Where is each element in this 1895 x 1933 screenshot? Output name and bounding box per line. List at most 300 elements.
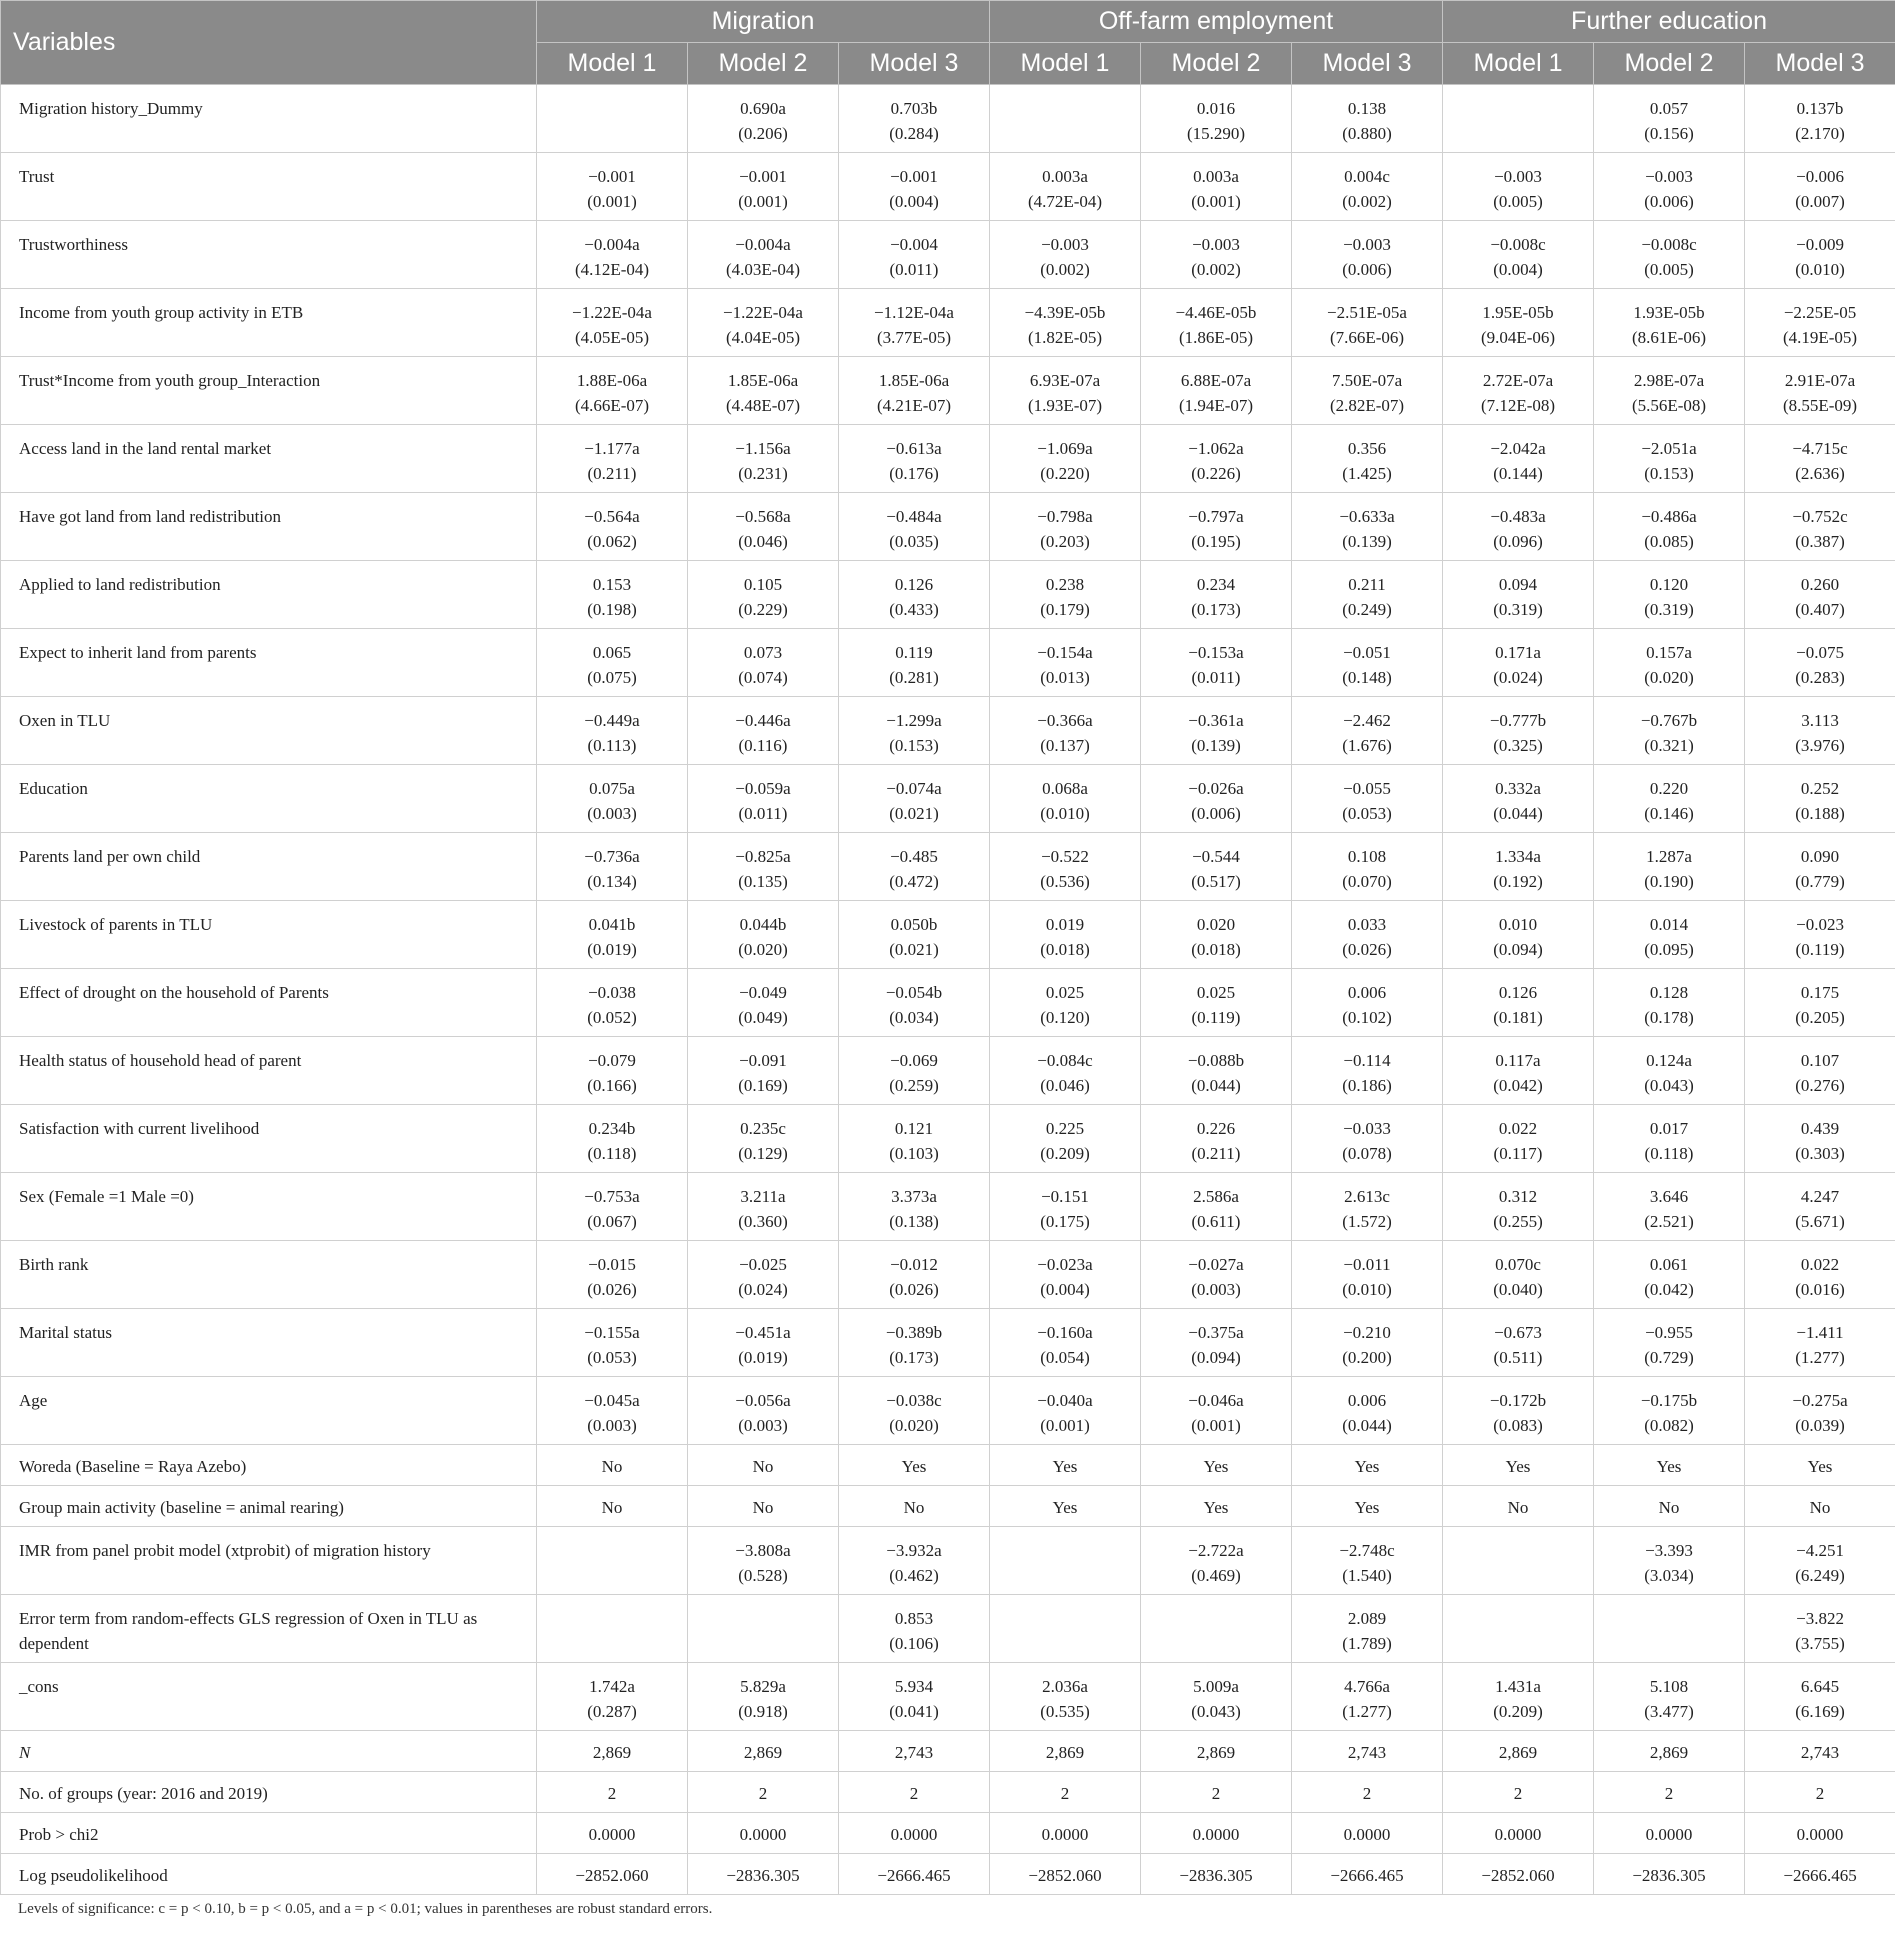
value-cell — [537, 1527, 688, 1595]
table-row — [1, 1173, 1895, 1241]
standard-error: (0.188) — [1795, 804, 1845, 823]
coefficient: 5.829a — [740, 1677, 786, 1696]
value-cell — [1443, 969, 1594, 1037]
coefficient: 1.93E-05b — [1633, 303, 1705, 322]
value-cell — [1745, 1377, 1895, 1445]
value-cell — [1594, 1527, 1745, 1595]
value-cell — [1594, 153, 1745, 221]
value-cell: No — [537, 1445, 688, 1486]
value-cell: −2852.060 — [537, 1854, 688, 1895]
standard-error: (0.003) — [1191, 1280, 1241, 1299]
coefficient: 0.006 — [1347, 1391, 1387, 1410]
coefficient: −2.042a — [1490, 439, 1546, 458]
coefficient: −0.275a — [1792, 1391, 1848, 1410]
standard-error: (0.325) — [1493, 736, 1543, 755]
model-header: Model 2 — [688, 43, 839, 85]
standard-error: (4.66E-07) — [574, 396, 650, 415]
standard-error: (0.103) — [889, 1144, 939, 1163]
value-cell — [1745, 629, 1895, 697]
variable-label: Livestock of parents in TLU — [1, 901, 537, 969]
value-cell — [1745, 1037, 1895, 1105]
value-cell — [537, 969, 688, 1037]
table-row — [1, 765, 1895, 833]
coefficient: 4.766a — [1344, 1677, 1390, 1696]
coefficient: −0.955 — [1645, 1323, 1693, 1342]
footnote: Levels of significance: c = p < 0.10, b = p < 0.05, and a = p < 0.01; values in parentheses are robust standard errors. — [18, 1901, 713, 1917]
coefficient: −4.251 — [1796, 1541, 1844, 1560]
standard-error: (15.290) — [1186, 124, 1246, 143]
value-cell — [1594, 1241, 1745, 1309]
variable-label: Migration history_Dummy — [1, 85, 537, 153]
coefficient: −0.075 — [1796, 643, 1844, 662]
value-cell: 2 — [688, 1772, 839, 1813]
value-cell — [839, 1663, 990, 1731]
table-row — [1, 561, 1895, 629]
group-header-further-education: Further education — [1443, 1, 1895, 43]
value-cell — [1745, 1173, 1895, 1241]
table-row — [1, 85, 1895, 153]
standard-error: (0.010) — [1795, 260, 1845, 279]
value-cell — [688, 425, 839, 493]
coefficient: 0.234b — [588, 1119, 636, 1138]
coefficient: −0.006 — [1796, 167, 1844, 186]
value-cell — [1292, 1241, 1443, 1309]
coefficient: −0.079 — [588, 1051, 636, 1070]
coefficient: 1.85E-06a — [878, 371, 950, 390]
standard-error: (0.004) — [1493, 260, 1543, 279]
table-row — [1, 493, 1895, 561]
standard-error: (7.12E-08) — [1480, 396, 1556, 415]
coefficient: −0.001 — [588, 167, 636, 186]
standard-error: (0.083) — [1493, 1416, 1543, 1435]
standard-error: (0.528) — [738, 1566, 788, 1585]
value-cell: No — [1443, 1486, 1594, 1527]
value-cell — [1292, 221, 1443, 289]
value-cell — [537, 1663, 688, 1731]
standard-error: (0.462) — [889, 1566, 939, 1585]
value-cell — [688, 221, 839, 289]
value-cell — [990, 1595, 1141, 1663]
value-cell — [537, 1309, 688, 1377]
coefficient: 2.586a — [1193, 1187, 1239, 1206]
standard-error: (1.572) — [1342, 1212, 1392, 1231]
standard-error: (0.117) — [1493, 1144, 1543, 1163]
standard-error: (0.226) — [1191, 464, 1241, 483]
coefficient: 0.124a — [1646, 1051, 1692, 1070]
value-cell — [688, 1595, 839, 1663]
table-row — [1, 1309, 1895, 1377]
standard-error: (0.094) — [1493, 940, 1543, 959]
standard-error: (0.134) — [587, 872, 637, 891]
standard-error: (0.021) — [889, 804, 939, 823]
value-cell — [839, 289, 990, 357]
value-cell: −2852.060 — [990, 1854, 1141, 1895]
coefficient: 0.260 — [1800, 575, 1840, 594]
coefficient: 5.934 — [894, 1677, 934, 1696]
standard-error: (0.511) — [1493, 1348, 1543, 1367]
standard-error: (0.010) — [1040, 804, 1090, 823]
value-cell — [839, 969, 990, 1037]
value-cell — [1745, 493, 1895, 561]
table-row — [1, 901, 1895, 969]
value-cell — [990, 289, 1141, 357]
coefficient: 0.065 — [592, 643, 632, 662]
standard-error: (0.021) — [889, 940, 939, 959]
standard-error: (0.001) — [1191, 192, 1241, 211]
variable-label: Woreda (Baseline = Raya Azebo) — [1, 1445, 537, 1486]
value-cell: Yes — [1594, 1445, 1745, 1486]
value-cell — [1594, 221, 1745, 289]
value-cell — [1745, 357, 1895, 425]
coefficient: −0.155a — [584, 1323, 640, 1342]
value-cell — [688, 901, 839, 969]
value-cell: −2666.465 — [839, 1854, 990, 1895]
coefficient: 0.235c — [740, 1119, 786, 1138]
value-cell — [1443, 901, 1594, 969]
coefficient: −1.22E-04a — [572, 303, 652, 322]
value-cell: 2,869 — [990, 1731, 1141, 1772]
coefficient: −0.025 — [739, 1255, 787, 1274]
standard-error: (0.231) — [738, 464, 788, 483]
value-cell: Yes — [839, 1445, 990, 1486]
standard-error: (0.004) — [1040, 1280, 1090, 1299]
standard-error: (0.535) — [1040, 1702, 1090, 1721]
coefficient: −0.825a — [735, 847, 791, 866]
coefficient: −0.038c — [886, 1391, 942, 1410]
coefficient: 0.033 — [1347, 915, 1387, 934]
coefficient: −0.011 — [1343, 1255, 1391, 1274]
standard-error: (1.540) — [1342, 1566, 1392, 1585]
standard-error: (0.002) — [1191, 260, 1241, 279]
value-cell — [1745, 901, 1895, 969]
value-cell: No — [1594, 1486, 1745, 1527]
standard-error: (0.043) — [1191, 1702, 1241, 1721]
value-cell — [1292, 1595, 1443, 1663]
standard-error: (0.176) — [889, 464, 939, 483]
coefficient: 2.089 — [1347, 1609, 1387, 1628]
standard-error: (0.472) — [889, 872, 939, 891]
coefficient: −4.39E-05b — [1024, 303, 1106, 322]
variable-label: Error term from random-effects GLS regression of Oxen in TLU as dependent — [1, 1595, 537, 1663]
standard-error: (0.206) — [738, 124, 788, 143]
value-cell — [1292, 697, 1443, 765]
value-cell — [537, 1241, 688, 1309]
standard-error: (0.001) — [1040, 1416, 1090, 1435]
variable-label: Trust*Income from youth group_Interaction — [1, 357, 537, 425]
coefficient: −3.822 — [1796, 1609, 1844, 1628]
standard-error: (0.169) — [738, 1076, 788, 1095]
table-row — [1, 1037, 1895, 1105]
value-cell — [537, 1037, 688, 1105]
standard-error: (6.169) — [1795, 1702, 1845, 1721]
coefficient: −0.752c — [1792, 507, 1848, 526]
coefficient: −0.023a — [1037, 1255, 1093, 1274]
standard-error: (0.040) — [1493, 1280, 1543, 1299]
coefficient: 0.226 — [1196, 1119, 1236, 1138]
standard-error: (0.321) — [1644, 736, 1694, 755]
value-cell — [1443, 561, 1594, 629]
standard-error: (0.003) — [738, 1416, 788, 1435]
value-cell — [1443, 1309, 1594, 1377]
value-cell — [688, 833, 839, 901]
standard-error: (0.119) — [1795, 940, 1845, 959]
value-cell — [1594, 765, 1745, 833]
coefficient: −0.001 — [739, 167, 787, 186]
coefficient: −0.673 — [1494, 1323, 1542, 1342]
value-cell — [1292, 493, 1443, 561]
standard-error: (0.094) — [1191, 1348, 1241, 1367]
coefficient: −0.160a — [1037, 1323, 1093, 1342]
value-cell: 2 — [990, 1772, 1141, 1813]
value-cell: Yes — [1443, 1445, 1594, 1486]
coefficient: −0.522 — [1041, 847, 1089, 866]
value-cell — [839, 697, 990, 765]
standard-error: (2.636) — [1795, 464, 1845, 483]
group-header-migration: Migration — [537, 1, 990, 43]
standard-error: (0.005) — [1493, 192, 1543, 211]
model-header: Model 1 — [1443, 43, 1594, 85]
coefficient: 0.019 — [1045, 915, 1085, 934]
value-cell: −2666.465 — [1292, 1854, 1443, 1895]
value-cell — [537, 289, 688, 357]
standard-error: (0.918) — [738, 1702, 788, 1721]
value-cell — [1443, 1663, 1594, 1731]
standard-error: (0.044) — [1342, 1416, 1392, 1435]
coefficient: −0.777b — [1489, 711, 1547, 730]
value-cell — [1745, 289, 1895, 357]
value-cell — [688, 561, 839, 629]
coefficient: 1.287a — [1646, 847, 1692, 866]
table-row — [1, 1813, 1895, 1854]
value-cell — [1292, 85, 1443, 153]
coefficient: 0.117a — [1495, 1051, 1541, 1070]
value-cell — [1292, 289, 1443, 357]
coefficient: −0.797a — [1188, 507, 1244, 526]
coefficient: −1.177a — [584, 439, 640, 458]
standard-error: (0.198) — [587, 600, 637, 619]
standard-error: (6.249) — [1795, 1566, 1845, 1585]
standard-error: (0.082) — [1644, 1416, 1694, 1435]
standard-error: (0.078) — [1342, 1144, 1392, 1163]
standard-error: (0.044) — [1493, 804, 1543, 823]
standard-error: (0.062) — [587, 532, 637, 551]
variable-label: _cons — [1, 1663, 537, 1731]
value-cell — [839, 901, 990, 969]
value-cell — [537, 1173, 688, 1241]
variable-label: Sex (Female =1 Male =0) — [1, 1173, 537, 1241]
value-cell — [1745, 1663, 1895, 1731]
standard-error: (0.179) — [1040, 600, 1090, 619]
value-cell — [1292, 1105, 1443, 1173]
standard-error: (0.138) — [889, 1212, 939, 1231]
variable-label: Age — [1, 1377, 537, 1445]
value-cell — [1292, 969, 1443, 1037]
standard-error: (0.095) — [1644, 940, 1694, 959]
coefficient: −0.033 — [1343, 1119, 1391, 1138]
standard-error: (0.156) — [1644, 124, 1694, 143]
value-cell — [1292, 1663, 1443, 1731]
table-row — [1, 969, 1895, 1037]
coefficient: 0.439 — [1800, 1119, 1840, 1138]
coefficient: 0.312 — [1498, 1187, 1538, 1206]
value-cell — [990, 1037, 1141, 1105]
value-cell: −2852.060 — [1443, 1854, 1594, 1895]
value-cell: 2,743 — [1292, 1731, 1443, 1772]
coefficient: 6.645 — [1800, 1677, 1840, 1696]
table-row — [1, 1105, 1895, 1173]
table-row — [1, 1595, 1895, 1663]
coefficient: 0.121 — [894, 1119, 934, 1138]
model-header: Model 3 — [1745, 43, 1895, 85]
value-cell: 0.0000 — [839, 1813, 990, 1854]
coefficient: −0.446a — [735, 711, 791, 730]
standard-error: (0.319) — [1493, 600, 1543, 619]
value-cell — [537, 153, 688, 221]
value-cell — [688, 85, 839, 153]
standard-error: (0.001) — [738, 192, 788, 211]
table-row — [1, 1486, 1895, 1527]
table-row — [1, 1445, 1895, 1486]
coefficient: −0.568a — [735, 507, 791, 526]
value-cell: 2,869 — [1443, 1731, 1594, 1772]
coefficient: −0.003 — [1343, 235, 1391, 254]
standard-error: (0.139) — [1342, 532, 1392, 551]
coefficient: 0.022 — [1800, 1255, 1840, 1274]
standard-error: (0.052) — [587, 1008, 637, 1027]
coefficient: −0.055 — [1343, 779, 1391, 798]
coefficient: 0.703b — [890, 99, 938, 118]
value-cell — [990, 1241, 1141, 1309]
value-cell — [1443, 1105, 1594, 1173]
standard-error: (7.66E-06) — [1329, 328, 1405, 347]
standard-error: (0.148) — [1342, 668, 1392, 687]
table-row — [1, 833, 1895, 901]
coefficient: 0.119 — [895, 643, 933, 662]
standard-error: (1.86E-05) — [1178, 328, 1254, 347]
standard-error: (0.070) — [1342, 872, 1392, 891]
value-cell — [1292, 901, 1443, 969]
value-cell — [1443, 425, 1594, 493]
standard-error: (2.170) — [1795, 124, 1845, 143]
standard-error: (0.001) — [1191, 1416, 1241, 1435]
value-cell: −2836.305 — [688, 1854, 839, 1895]
coefficient: −1.156a — [735, 439, 791, 458]
standard-error: (4.04E-05) — [725, 328, 801, 347]
standard-error: (4.21E-07) — [876, 396, 952, 415]
coefficient: 0.061 — [1649, 1255, 1689, 1274]
standard-error: (0.049) — [738, 1008, 788, 1027]
model-header: Model 1 — [537, 43, 688, 85]
value-cell — [1745, 969, 1895, 1037]
value-cell — [1594, 1173, 1745, 1241]
coefficient: −0.486a — [1641, 507, 1697, 526]
table-row — [1, 1772, 1895, 1813]
value-cell: −2666.465 — [1745, 1854, 1895, 1895]
standard-error: (0.144) — [1493, 464, 1543, 483]
value-cell — [1141, 1527, 1292, 1595]
standard-error: (0.360) — [738, 1212, 788, 1231]
coefficient: −0.484a — [886, 507, 942, 526]
value-cell — [1443, 357, 1594, 425]
variable-label: Applied to land redistribution — [1, 561, 537, 629]
value-cell — [1443, 1527, 1594, 1595]
table-row — [1, 1377, 1895, 1445]
standard-error: (0.153) — [1644, 464, 1694, 483]
value-cell — [1443, 85, 1594, 153]
coefficient: −0.175b — [1640, 1391, 1698, 1410]
standard-error: (0.181) — [1493, 1008, 1543, 1027]
variable-label: Birth rank — [1, 1241, 537, 1309]
coefficient: 0.073 — [743, 643, 783, 662]
standard-error: (0.007) — [1795, 192, 1845, 211]
standard-error: (3.976) — [1795, 736, 1845, 755]
standard-error: (0.020) — [1644, 668, 1694, 687]
variable-label: N — [1, 1731, 537, 1772]
coefficient: −0.736a — [584, 847, 640, 866]
value-cell — [1141, 561, 1292, 629]
standard-error: (0.116) — [738, 736, 788, 755]
coefficient: 0.128 — [1649, 983, 1689, 1002]
coefficient: 0.853 — [894, 1609, 934, 1628]
value-cell — [1141, 901, 1292, 969]
value-cell — [1141, 765, 1292, 833]
value-cell — [1141, 1105, 1292, 1173]
value-cell: No — [688, 1486, 839, 1527]
standard-error: (3.77E-05) — [876, 328, 952, 347]
value-cell: 2,869 — [1141, 1731, 1292, 1772]
model-header: Model 3 — [1292, 43, 1443, 85]
coefficient: 0.006 — [1347, 983, 1387, 1002]
value-cell — [537, 833, 688, 901]
standard-error: (0.209) — [1493, 1702, 1543, 1721]
standard-error: (0.005) — [1644, 260, 1694, 279]
value-cell — [537, 493, 688, 561]
value-cell — [990, 765, 1141, 833]
value-cell: Yes — [1292, 1445, 1443, 1486]
table-row — [1, 629, 1895, 697]
value-cell — [839, 1309, 990, 1377]
value-cell — [1141, 289, 1292, 357]
standard-error: (4.12E-04) — [574, 260, 650, 279]
standard-error: (0.137) — [1040, 736, 1090, 755]
standard-error: (0.020) — [889, 1416, 939, 1435]
coefficient: −3.808a — [735, 1541, 791, 1560]
standard-error: (0.011) — [1191, 668, 1241, 687]
coefficient: 0.356 — [1347, 439, 1387, 458]
value-cell — [537, 901, 688, 969]
coefficient: 0.025 — [1196, 983, 1236, 1002]
coefficient: −0.154a — [1037, 643, 1093, 662]
value-cell: No — [537, 1486, 688, 1527]
coefficient: 0.044b — [739, 915, 787, 934]
coefficient: 3.211a — [740, 1187, 786, 1206]
value-cell — [839, 1377, 990, 1445]
table-row — [1, 1663, 1895, 1731]
standard-error: (8.61E-06) — [1631, 328, 1707, 347]
standard-error: (0.281) — [889, 668, 939, 687]
value-cell: Yes — [990, 1445, 1141, 1486]
coefficient: −0.069 — [890, 1051, 938, 1070]
standard-error: (0.075) — [587, 668, 637, 687]
value-cell — [688, 1037, 839, 1105]
value-cell — [839, 1527, 990, 1595]
value-cell — [688, 1241, 839, 1309]
standard-error: (0.175) — [1040, 1212, 1090, 1231]
value-cell: Yes — [990, 1486, 1141, 1527]
model-header: Model 2 — [1141, 43, 1292, 85]
value-cell — [1745, 1241, 1895, 1309]
value-cell: 2,743 — [839, 1731, 990, 1772]
